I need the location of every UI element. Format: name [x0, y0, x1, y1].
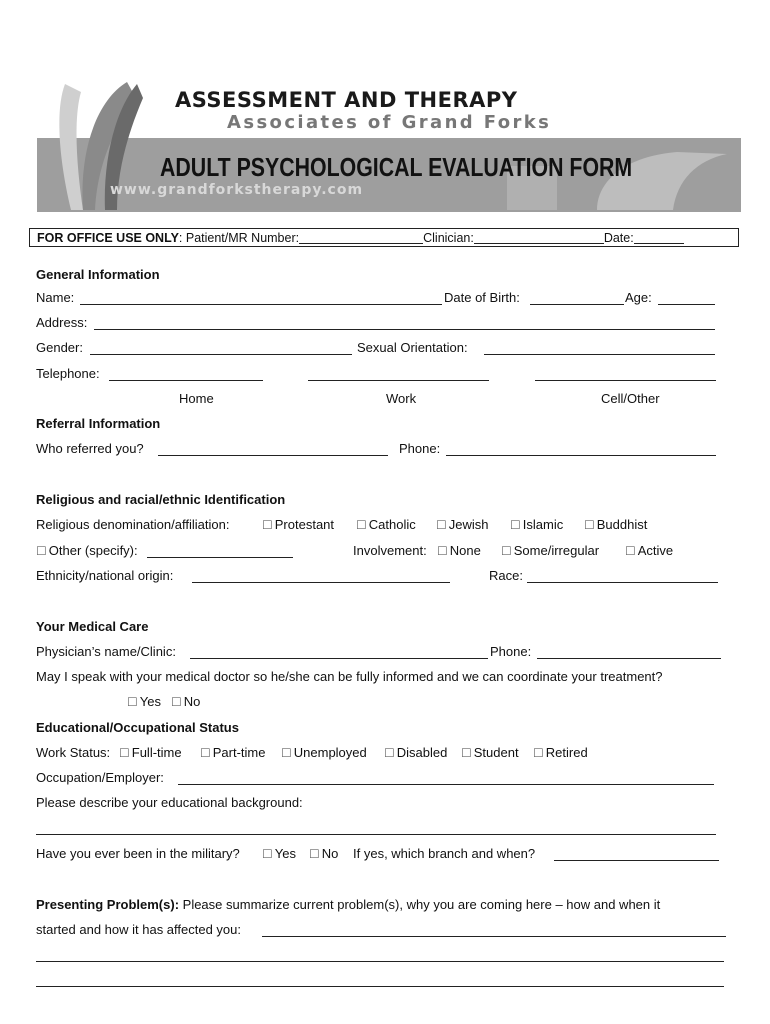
involvement-active[interactable]	[625, 543, 673, 559]
checkbox-icon: ☐	[200, 746, 211, 760]
referral-phone-field[interactable]	[446, 455, 716, 456]
doctor-no-label: No	[183, 694, 201, 709]
doctor-question: May I speak with your medical doctor so he/she can be fully informed and we can coordinate your treatment?	[36, 669, 663, 684]
name-label: Name:	[36, 290, 75, 305]
military-label: Have you ever been in the military?	[36, 846, 240, 861]
website-watermark: www.grandforkstherapy.com	[110, 182, 364, 198]
presenting-text-line1	[36, 897, 660, 913]
work-status-label: Work Status:	[36, 745, 111, 760]
involvement-none-label: None	[449, 543, 481, 558]
occupation-field[interactable]	[178, 784, 714, 785]
occupation-label: Occupation/Employer:	[36, 770, 164, 785]
religion-heading: Religious and racial/ethnic Identification	[36, 492, 286, 507]
option-islamic-label: Islamic	[522, 517, 564, 532]
orientation-label: Sexual Orientation:	[357, 340, 468, 355]
checkbox-icon: ☐	[281, 746, 292, 760]
work-unemployed[interactable]	[281, 745, 367, 761]
option-jewish[interactable]	[436, 517, 489, 533]
medical-heading: Your Medical Care	[36, 619, 149, 634]
checkbox-icon: ☐	[501, 544, 512, 558]
presenting-field-line3[interactable]	[36, 986, 724, 987]
checkbox-icon: ☐	[127, 695, 138, 709]
clinician-field[interactable]	[474, 231, 604, 244]
presenting-field-line1[interactable]	[262, 936, 726, 937]
checkbox-icon: ☐	[384, 746, 395, 760]
clinician-label: Clinician:	[423, 231, 474, 245]
medical-phone-label: Phone:	[490, 644, 532, 659]
age-label: Age:	[625, 290, 652, 305]
brand-title: ASSESSMENT AND THERAPY	[175, 88, 518, 112]
military-yes[interactable]	[262, 846, 296, 862]
education-heading: Educational/Occupational Status	[36, 720, 239, 735]
work-fulltime-label: Full-time	[131, 745, 182, 760]
involvement-some[interactable]	[501, 543, 599, 559]
military-no[interactable]	[309, 846, 338, 862]
option-protestant[interactable]	[262, 517, 334, 533]
dob-label: Date of Birth:	[444, 290, 520, 305]
gender-label: Gender:	[36, 340, 83, 355]
option-catholic[interactable]	[356, 517, 416, 533]
phone-cell-field[interactable]	[535, 380, 716, 381]
option-protestant-label: Protestant	[274, 517, 335, 532]
checkbox-icon: ☐	[533, 746, 544, 760]
ethnicity-label: Ethnicity/national origin:	[36, 568, 174, 583]
checkbox-icon: ☐	[262, 847, 273, 861]
referral-who-field[interactable]	[158, 455, 388, 456]
patient-mr-field[interactable]	[299, 231, 423, 244]
other-specify-label: Other (specify):	[48, 543, 138, 558]
military-yes-label: Yes	[274, 846, 296, 861]
option-buddhist[interactable]	[584, 517, 647, 533]
orientation-field[interactable]	[484, 354, 715, 355]
checkbox-icon: ☐	[119, 746, 130, 760]
option-islamic[interactable]	[510, 517, 563, 533]
race-label: Race:	[489, 568, 523, 583]
checkbox-icon: ☐	[584, 518, 595, 532]
referral-heading: Referral Information	[36, 416, 161, 431]
military-no-label: No	[321, 846, 339, 861]
military-branch-label: If yes, which branch and when?	[353, 846, 536, 861]
checkbox-icon: ☐	[309, 847, 320, 861]
checkbox-icon: ☐	[625, 544, 636, 558]
age-field[interactable]	[658, 304, 715, 305]
office-date-label: Date:	[603, 231, 634, 245]
doctor-yes[interactable]	[127, 694, 161, 710]
involvement-label: Involvement:	[353, 543, 427, 558]
ethnicity-field[interactable]	[192, 582, 450, 583]
office-date-field[interactable]	[634, 231, 684, 244]
checkbox-icon: ☐	[171, 695, 182, 709]
referral-phone-label: Phone:	[399, 441, 441, 456]
involvement-some-label: Some/irregular	[513, 543, 600, 558]
work-student-label: Student	[473, 745, 519, 760]
presenting-heading: Presenting Problem(s):	[36, 897, 180, 912]
denomination-label: Religious denomination/affiliation:	[36, 517, 230, 532]
header-banner	[37, 70, 741, 212]
general-heading: General Information	[36, 267, 160, 282]
involvement-none[interactable]	[437, 543, 481, 559]
work-fulltime[interactable]	[119, 745, 182, 761]
option-buddhist-label: Buddhist	[596, 517, 648, 532]
office-use-box	[29, 228, 739, 247]
patient-mr-label: : Patient/MR Number:	[178, 231, 300, 245]
physician-label: Physician’s name/Clinic:	[36, 644, 176, 659]
phone-home-field[interactable]	[109, 380, 263, 381]
office-use-label: FOR OFFICE USE ONLY	[37, 231, 179, 245]
presenting-text1: Please summarize current problem(s), why you are coming here – how and when it	[179, 897, 661, 912]
checkbox-icon: ☐	[461, 746, 472, 760]
race-field[interactable]	[527, 582, 718, 583]
work-disabled-label: Disabled	[396, 745, 448, 760]
checkbox-icon: ☐	[437, 544, 448, 558]
form-title: ADULT PSYCHOLOGICAL EVALUATION FORM	[160, 152, 633, 182]
work-student[interactable]	[461, 745, 519, 761]
telephone-label: Telephone:	[36, 366, 100, 381]
checkbox-icon: ☐	[510, 518, 521, 532]
option-other[interactable]	[36, 543, 138, 559]
checkbox-icon: ☐	[262, 518, 273, 532]
education-background-field[interactable]	[36, 834, 716, 835]
work-retired-label: Retired	[545, 745, 588, 760]
work-parttime-label: Part-time	[212, 745, 266, 760]
education-background-label: Please describe your educational background:	[36, 795, 303, 810]
other-specify-field[interactable]	[147, 557, 293, 558]
physician-field[interactable]	[190, 658, 488, 659]
dob-field[interactable]	[530, 304, 624, 305]
checkbox-icon: ☐	[436, 518, 447, 532]
cell-label: Cell/Other	[601, 391, 660, 406]
involvement-active-label: Active	[637, 543, 674, 558]
doctor-yes-label: Yes	[139, 694, 161, 709]
checkbox-icon: ☐	[356, 518, 367, 532]
name-field[interactable]	[80, 304, 442, 305]
referral-who-label: Who referred you?	[36, 441, 144, 456]
brand-subtitle: Associates of Grand Forks	[227, 112, 552, 133]
work-disabled[interactable]	[384, 745, 447, 761]
address-field[interactable]	[94, 329, 715, 330]
address-label: Address:	[36, 315, 88, 330]
presenting-text2: started and how it has affected you:	[36, 922, 242, 937]
option-catholic-label: Catholic	[368, 517, 416, 532]
medical-phone-field[interactable]	[537, 658, 721, 659]
phone-work-field[interactable]	[308, 380, 489, 381]
option-jewish-label: Jewish	[448, 517, 489, 532]
home-label: Home	[179, 391, 214, 406]
doctor-no[interactable]	[171, 694, 200, 710]
work-label: Work	[386, 391, 417, 406]
military-branch-field[interactable]	[554, 860, 719, 861]
work-parttime[interactable]	[200, 745, 266, 761]
work-unemployed-label: Unemployed	[293, 745, 367, 760]
gender-field[interactable]	[90, 354, 352, 355]
work-retired[interactable]	[533, 745, 588, 761]
presenting-field-line2[interactable]	[36, 961, 724, 962]
checkbox-icon: ☐	[36, 544, 47, 558]
